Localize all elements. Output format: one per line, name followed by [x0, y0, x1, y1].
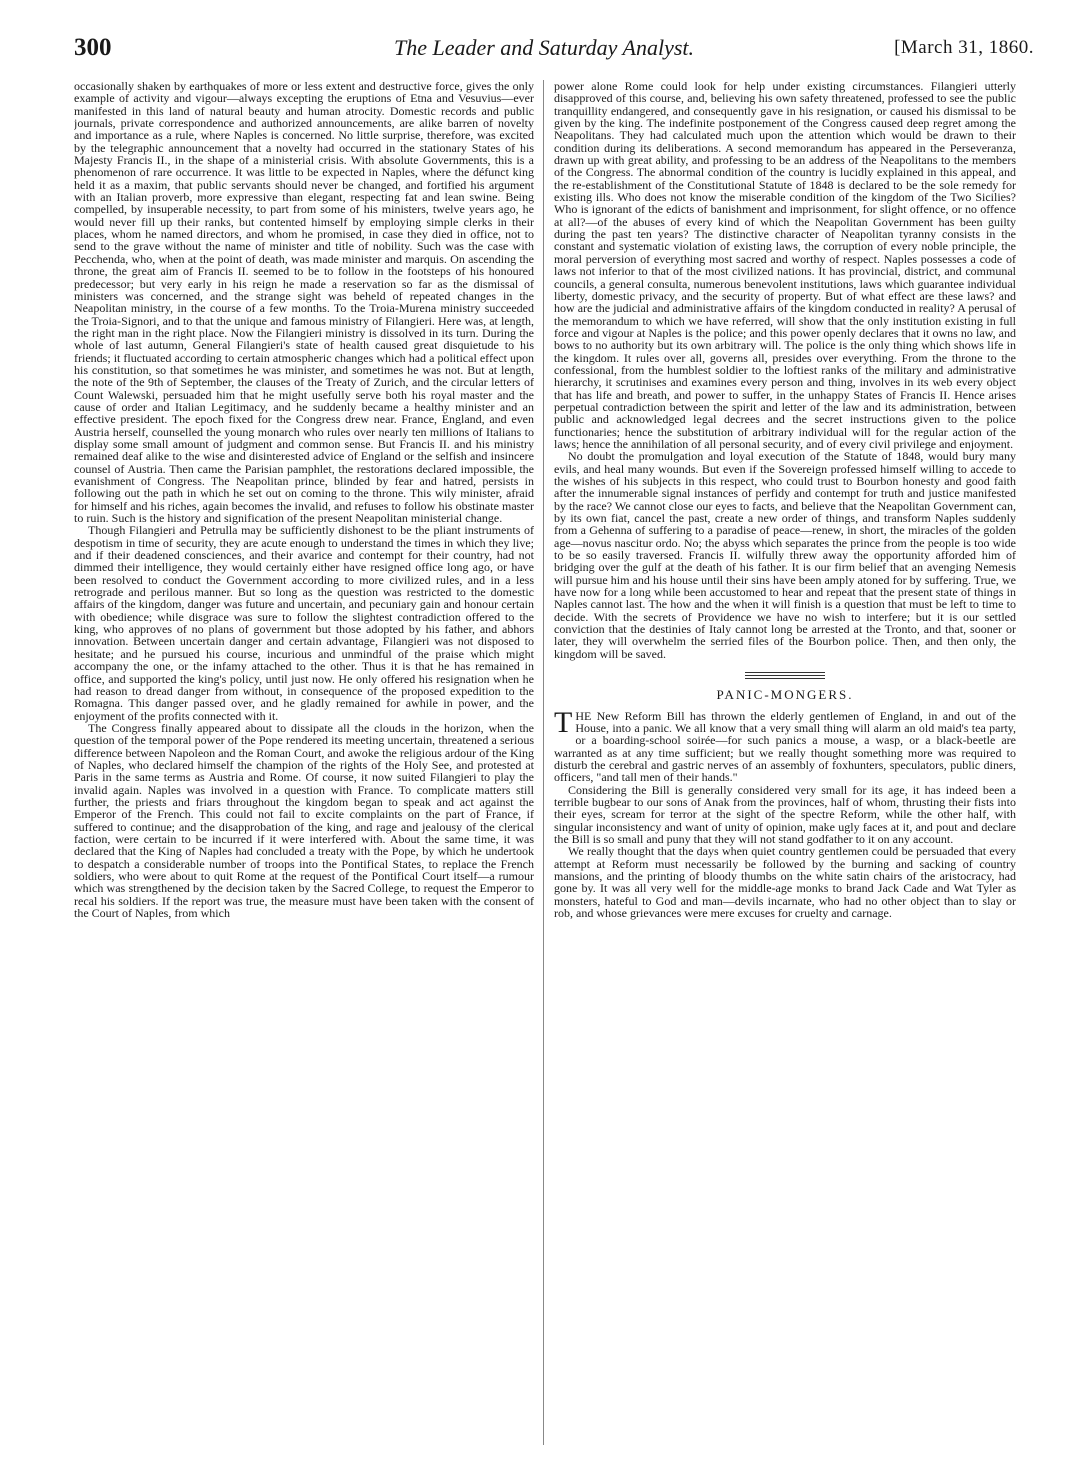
section-ornament-rule	[745, 672, 825, 679]
publication-title: The Leader and Saturday Analyst.	[393, 35, 695, 60]
paragraph: Though Filangieri and Petrulla may be sufficiently dishonest to be the pliant instruments of despotism in time of security, they are acute enough to understand the times in which they live; and if their deadened consciences, and their avarice and contempt for their country, had not dimmed their intelligence, they would certainly either have resigned office long ago, or have been resolved to conduct the Government according to more civilized rules, and in a less retrograde and perilous manner. But so long as the question was restricted to the domestic affairs of the kingdom, danger was future and uncertain, and pecuniary gain and honour certain with obedience; while disgrace was sure to follow the slightest contradiction offered to the king, who approves of no plans of government but those adopted by his father, and abhors innovation. Between uncertain danger and certain advantage, Filangieri was not disposed to hesitate; and he pursued his course, incurious and unmindful of the praise which might accompany the one, or the infamy attached to the other. Thus it is that he has remained in office, and supported the king's policy, until just now. He only offered his resignation when he had reason to dread danger from without, in consequence of the proposed expedition to the Romagna. This danger passed over, and he gladly remained for awhile in power, and the enjoyment of the profits connected with it.	[74, 523, 534, 723]
drop-cap: T	[554, 705, 573, 739]
paragraph: No doubt the promulgation and loyal execution of the Statute of 1848, would bury many evils, and heal many wounds. But even if the Sovereign professed himself willing to accede to the wishes of his subjects in this respect, who could trust to Bourbon honesty and good faith after the innumerable signal instances of perfidy and contempt for truth and justice manifested by the race? We cannot close our eyes to facts, and believe that the Neapolitan Government can, by its own fiat, cancel the past, create a new order of things, and transform Naples suddenly from a Gehenna of suffering to a paradise of peace—renew, in short, the miracles of the golden age—novus nascitur ordo. No; the abyss which separates the prince from the people is too wide to be so easily traversed. Francis II. wilfully threw away the opportunity afforded him of bridging over the gulf at the death of his father. It is our firm belief that an avenging Nemesis will pursue him and his house until their sins have been amply atoned for by suffering. True, we have now for a long while been accustomed to hear and repeat that the present state of things in Naples cannot last. The how and the when it will finish is a question that must be left to time to decide. With the secrets of Providence we have no wish to interfere; but it is our settled conviction that the destinies of Italy cannot long be arrested at the Tronto, and that, sooner or later, they will overwhelm the serried files of the Bourbon police. Then, and then only, the kingdom will be saved.	[554, 449, 1016, 661]
paragraph: power alone Rome could look for help under existing circumstances. Filangieri utterly disapproved of this course, and, believing his own safety threatened, professed to see the public tranquillity endangered, and consequently gave in his resignation, or caused his dismissal to be given by the king. The indefinite postponement of the Congress caused deep regret among the Neapolitans. They had calculated much upon the attention which would be drawn to their condition during its deliberations. A second memorandum has appeared in the Perseveranza, drawn up with great ability, and professing to be an address of the Neapolitans to the members of the Congress. The abnormal condition of the country is lucidly explained in this appeal, and the re-establishment of the Constitutional Statute of 1848 is declared to be the sole remedy for existing ills. Who does not know the miserable condition of the kingdom of the Two Sicilies? Who is ignorant of the edicts of banishment and imprisonment, for slight offence, or no offence at all?—of the abuses of every kind of which the Neapolitan Government has been guilty during the past ten years? The distinctive character of Neapolitan tyranny consists in the constant and systematic violation of existing laws, the corruption of every noble principle, the moral perversion of everything most sacred and worthy of respect. Naples possesses a code of laws not inferior to that of the most civilized nations. It has provincial, district, and communal councils, a general consulta, numerous benevolent institutions, laws which guarantee individual liberty, domestic privacy, and the security of property. But of what effect are these laws? and how are the judicial and administrative affairs of the kingdom conducted in reality? A perusal of the memorandum to which we have referred, will show that the only institution existing in full force and vigour at Naples is the police; and this power openly declares that it owns no law, and bows to no authority but its own arbitrary will. The police is the only thing which shows life in the kingdom. It rules over all, governs all, presides over everything. From the throne to the confessional, from the humblest soldier to the loftiest ranks of the military and administrative hierarchy, it scrutinises and examines every person and thing, involves in its web every object that has life and breath, and power to suffer, in the unhappy States of Francis II. Hence arises perpetual contradiction between the spirit and letter of the law and its administration, between public and acknowledged legal decrees and the secret instructions given to the police functionaries; hence the substitution of arbitrary individual will for the regular action of the laws; hence the annihilation of all personal security, and of every civil privilege and enjoyment.	[554, 80, 1016, 451]
issue-date: [March 31, 1860.	[894, 37, 1034, 58]
paragraph: The Congress finally appeared about to dissipate all the clouds in the horizon, when the question of the temporal power of the Pope rendered its meeting uncertain, threatened a serious difference between Napoleon and the Roman Court, and awoke the religious ardour of the King of Naples, who declared himself the champion of the rights of the Holy See, and protested at Paris in the same terms as Austria and Rome. Of course, it now suited Filangieri to play the invalid again. Naples was involved in a question with France. To complicate matters still further, the priests and friars throughout the kingdom began to speak and act against the Emperor of the French. This could not fail to excite complaints on the part of France, if suffered to continue; and the disapprobation of the king, and rage and jealousy of the clerical faction, were certain to be incurred if it were interfered with. About the same time, it was declared that the King of Naples had concluded a treaty with the Pope, by which he undertook to despatch a considerable number of troops into the Pontifical States, to replace the French soldiers, who were about to quit Rome at the request of the Pontifical Court itself—a rumour which was strengthened by the decision taken by the Sacred College, to request the Emperor to recal his soldiers. If the report was true, the measure must have been taken with the consent of the Court of Naples, from which	[74, 720, 534, 921]
paragraph: We really thought that the days when quiet country gentlemen could be persuaded that every attempt at Reform must necessarily be followed by the burning and sacking of country mansions, and the printing of bloody thumbs on the white satin chairs of the aristocracy, had gone by. It was all very well for the middle-age monks to brand Jack Cade and Wat Tyler as monsters, hateful to God and man—devils incarnate, who had no other object than to slay or rob, and whose grievances were mere excuses for cruelty and carnage.	[554, 844, 1016, 920]
left-column	[74, 80, 534, 1448]
paragraph: occasionally shaken by earthquakes of more or less extent and destructive force, gives the only example of activity and vigour—always excepting the eruptions of Etna and Vesuvius—ever manifested in this land of natural beauty and human atrocity. Domestic records and public journals, private correspondence and authorized announcements, are alike barren of novelty and importance as a rule, where Naples is concerned. No little surprise, therefore, was excited by the telegraphic announcement that a novelty had occurred in the stationary States of his Majesty Francis II., in the shape of a ministerial crisis. With absolute Governments, this is a phenomenon of rare occurrence. It was little to be expected in Naples, where the défunct king held it as a maxim, that public servants should never be changed, and fortified his argument with an Italian proverb, more expressive than elegant, respecting fat and lean swine. Being compelled, by insuperable necessity, to part from some of his ministers, twelve years ago, he would never fill up their ranks, but contented himself by employing simple clerks in their places, whom he named directors, and whom he promised, in case they died in office, not to send to the grave without the name of minister and title of nobility. Such was the case with Pecchenda, who, when at the point of death, was made minister and marquis. On ascending the throne, the great aim of Francis II. seemed to be to follow in the footsteps of his honoured predecessor; but very early in his reign he made a reservation so far as the dismissal of ministers was concerned, and the strange sight was beheld of repeated changes in the Neapolitan ministry, in the course of a few months. To the Troia-Murena ministry succeeded the Troia-Signori, and to that the unique and famous ministry of Filangieri. Here was, at length, the right man in the right place. Now the Filangieri ministry is dissolved in its turn. During the whole of last autumn, General Filangieri's state of health caused great disquietude to his friends; it fluctuated according to certain atmospheric changes which had a political effect upon his constitution, so that sometimes he was minister, and sometimes he was not. But at length, the note of the 9th of September, the clauses of the Treaty of Zurich, and the circular letters of Count Walewski, persuaded him that he might usefully serve both his royal master and the cause of order and Italian Legitimacy, and he suddenly became a healthy minister and an effective president. The epoch fixed for the Congress drew near. France, England, and even Austria herself, counselled the young monarch who rules over nearly ten millions of Italians to display some small amount of judgment and common sense. But Francis II. and his ministry remained deaf alike to the wise and disinterested advice of England or the selfish and insincere counsel of Austria. Then came the Parisian pamphlet, the restorations declared impossible, the evanishment of Congress. The Neapolitan prince, blinded by fear and hatred, persists in following out the path in which he set out on coming to the throne. This wily minister, afraid for himself and his riches, again becomes the invalid, and refuses to follow his obstinate master to ruin. Such is the history and signification of the present Neapolitan ministerial change.	[74, 80, 534, 526]
page-number: 300	[74, 34, 112, 61]
paragraph-text: HE New Reform Bill has thrown the elderly gentlemen of England, in and out of the House, into a panic. We all know that a very small thing will alarm an old maid's tea party, or a boarding-school soirée—for such panics a mouse, a wasp, or a black-beetle are warranted as at any time sufficient; but we really thought something more was required to disturb the cerebral and gastric nerves of an assembly of foxhunters, speculators, public diners, officers, "and tall men of their hands."	[554, 708, 1016, 785]
paragraph: Considering the Bill is generally considered very small for its age, it has indeed been a terrible bugbear to our sons of Anak from the provinces, half of whom, thrusting their fists into their eyes, scream for terror at the sight of the spectre Reform, while the other half, with singular inconsistency and want of unity of opinion, make ugly faces at it, and pout and declare the Bill is so small and puny that they will not stand godfather to it on any account.	[554, 782, 1016, 846]
right-column	[554, 80, 1016, 1448]
running-header	[74, 34, 1034, 74]
article-title: PANIC-MONGERS.	[716, 687, 854, 703]
paragraph	[554, 705, 1016, 785]
column-divider	[543, 80, 544, 1445]
